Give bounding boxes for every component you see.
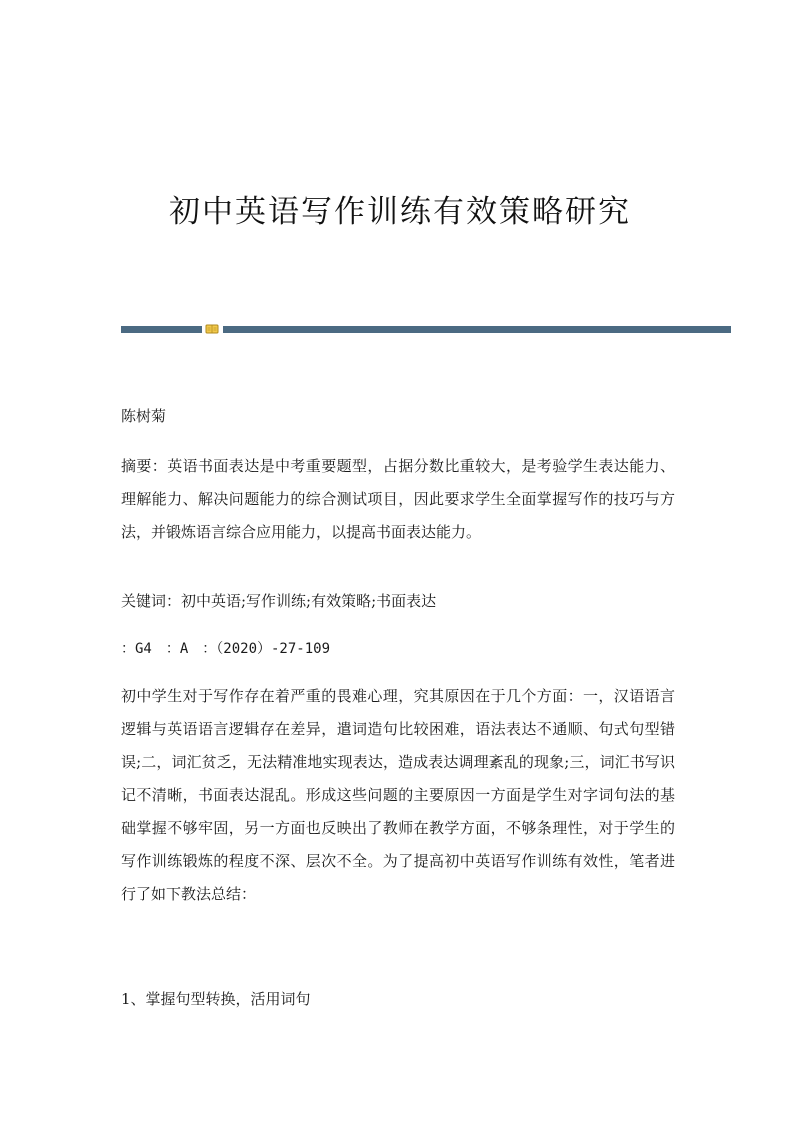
body-paragraph: 初中学生对于写作存在着严重的畏难心理，究其原因在于几个方面：一，汉语语言逻辑与英语语言逻辑存在差异，遣词造句比较困难，语法表达不通顺、句式句型错误;二，词汇贫乏，无法精准地实现表达，造成表达调理紊乱的现象;三，词汇书写识记不清晰，书面表达混乱。形成这些问题的主要原因一方面是学生对字词句法的基础掌握不够牢固，另一方面也反映出了教师在教学方面，不够条理性，对于学生的写作训练锻炼的程度不深、层次不全。为了提高初中英语写作训练有效性，笔者进行了如下教法总结： <box>121 687 675 903</box>
book-icon <box>205 324 219 334</box>
section-heading: 1、掌握句型转换，活用词句 <box>121 990 311 1008</box>
author-name: 陈树菊 <box>121 407 167 425</box>
classification-line: ：G4 ：A ：（2020）-27-109 <box>121 641 331 657</box>
divider-bar-left <box>121 326 202 333</box>
divider-bar-right <box>223 326 731 333</box>
document-title: 初中英语写作训练有效策略研究 <box>169 194 631 230</box>
abstract-paragraph: 摘要：英语书面表达是中考重要题型，占据分数比重较大，是考验学生表达能力、理解能力、解决问题能力的综合测试项目，因此要求学生全面掌握写作的技巧与方法，并锻炼语言综合应用能力，以提高书面表达能力。 <box>121 457 675 541</box>
keywords-line: 关键词：初中英语;写作训练;有效策略;书面表达 <box>121 592 437 610</box>
title-divider <box>121 324 731 334</box>
